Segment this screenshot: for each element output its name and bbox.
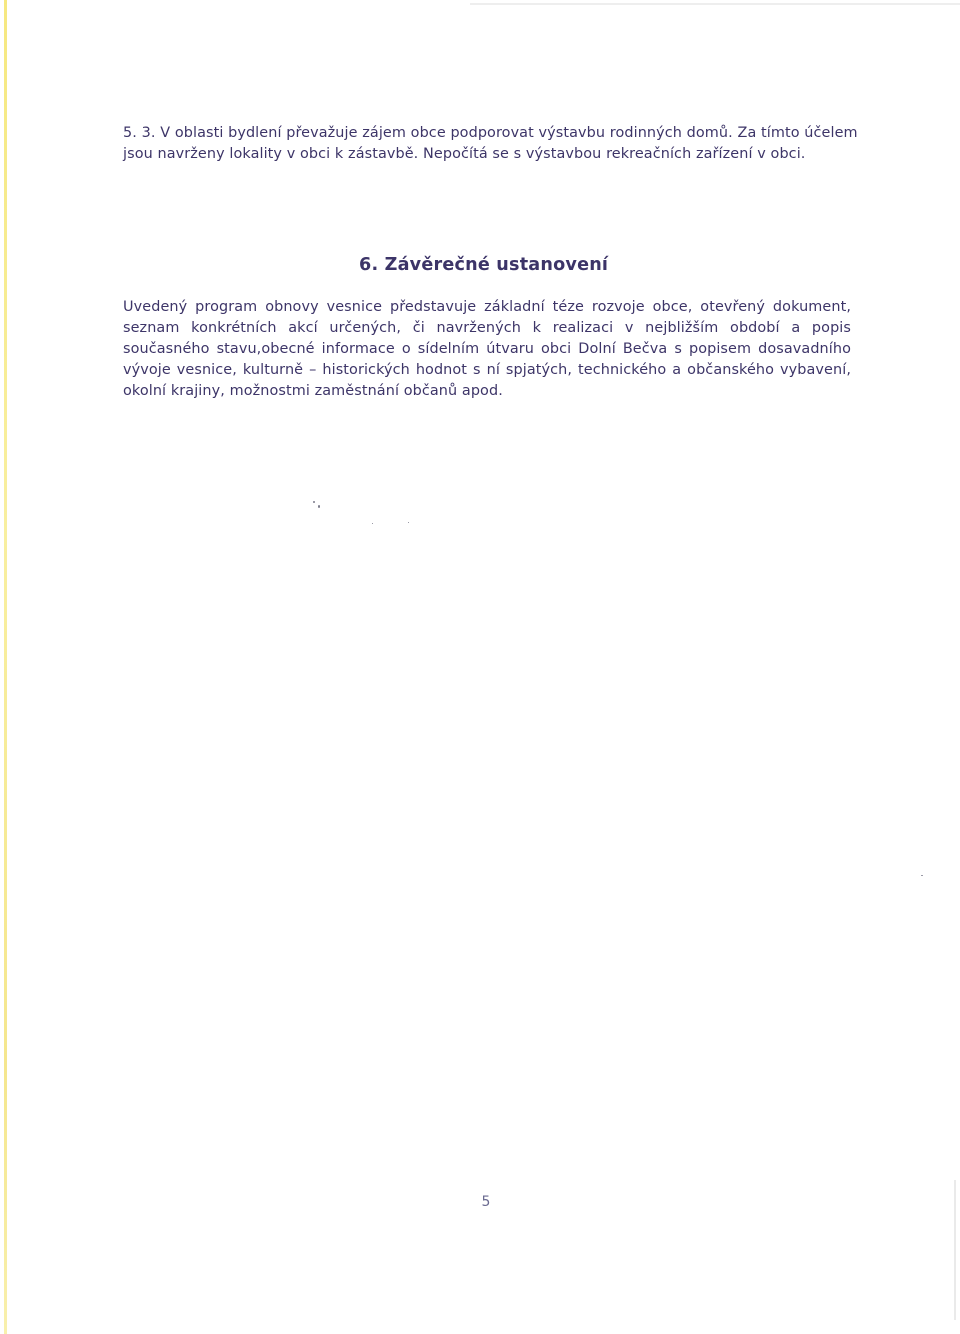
scan-speck	[921, 875, 923, 876]
section-6-text: Uvedený program obnovy vesnice představuje základní téze rozvoje obce, otevřený dokument, seznam konkrétních akcí určených, či navržených k realizaci v nejbližším období a popis současného stavu,obecné informace o sídelním útvaru obci Dolní Bečva s popisem dosavadního vývoje vesnice, kulturně – historických hodnot s ní spjatých, technického a občanského vybavení, okolní krajiny, možnostmi zaměstnání občanů apod.	[123, 299, 851, 399]
scan-edge-top	[470, 3, 960, 5]
paragraph-5-3: 5. 3. V oblasti bydlení převažuje zájem obce podporovat výstavbu rodinných domů. Za tímto účelem jsou navrženy lokality v obci k zástavbě. Nepočítá se s výstavbou rekreačních zařízení v obci.	[123, 125, 858, 162]
scan-speck	[318, 505, 320, 508]
page-number: 5	[481, 1194, 491, 1210]
scan-edge-right	[954, 1180, 956, 1320]
scan-speck	[372, 523, 373, 524]
scan-speck	[408, 522, 409, 523]
scan-speck	[313, 501, 315, 503]
section-6-heading: 6. Závěrečné ustanovení	[359, 255, 609, 275]
scan-edge-left	[4, 0, 7, 1334]
